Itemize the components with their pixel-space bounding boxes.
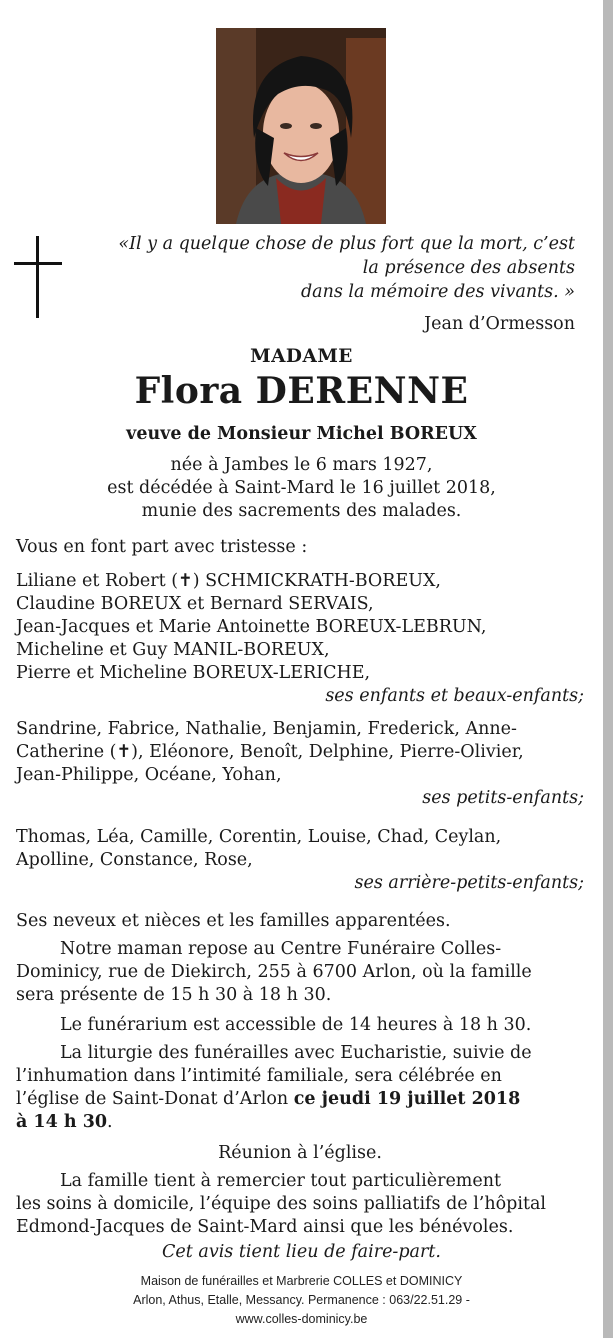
footer-locations: Arlon, Athus, Etalle, Messancy. Permanence : 063/22.51.29 -: [133, 1293, 470, 1307]
sacraments-line: munie des sacrements des malades.: [141, 501, 462, 521]
great-grandchildren-section: [16, 826, 584, 895]
thanks-line: Edmond-Jacques de Saint-Mard ainsi que les bénévoles.: [16, 1217, 514, 1237]
family-line: Thomas, Léa, Camille, Corentin, Louise, Chad, Ceylan,: [16, 827, 502, 847]
relation-label: ses petits-enfants;: [422, 788, 584, 808]
family-line: Sandrine, Fabrice, Nathalie, Benjamin, Frederick, Anne-: [16, 719, 517, 739]
notice-line: Cet avis tient lieu de faire-part.: [162, 1242, 441, 1262]
relation-label: ses arrière-petits-enfants;: [354, 873, 584, 893]
liturgy-line: La liturgie des funérailles avec Eucharistie, suivie de: [60, 1043, 532, 1063]
reunion-line: Réunion à l’église.: [218, 1143, 382, 1163]
rest-paragraph: [16, 938, 584, 1007]
liturgy-time: à 14 h 30: [16, 1112, 108, 1132]
funerarium-line: Le funérarium est accessible de 14 heures à 18 h 30.: [60, 1015, 532, 1035]
announcement: Vous en font part avec tristesse :: [16, 537, 308, 557]
honorific-title: MADAME: [250, 346, 353, 367]
latin-cross-icon: [14, 236, 64, 322]
liturgy-line: [16, 1111, 584, 1134]
family-line: Liliane et Robert (✝) SCHMICKRATH-BOREUX,: [16, 571, 441, 591]
liturgy-place: l’église de Saint-Donat d’Arlon: [16, 1089, 294, 1109]
epigraph-quote: [105, 232, 575, 304]
quote-line: la présence des absents: [362, 258, 575, 278]
death-line: est décédée à Saint-Mard le 16 juillet 2018,: [107, 478, 496, 498]
liturgy-line: [16, 1088, 584, 1111]
footer-company: Maison de funérailles et Marbrerie COLLES et DOMINICY: [140, 1274, 463, 1288]
rest-line: sera présente de 15 h 30 à 18 h 30.: [16, 985, 332, 1005]
thanks-paragraph: [16, 1170, 584, 1239]
thanks-line: les soins à domicile, l’équipe des soins palliatifs de l’hôpital: [16, 1194, 547, 1214]
liturgy-date: ce jeudi 19 juillet 2018: [293, 1089, 521, 1109]
deceased-name: Flora DERENNE: [134, 370, 469, 412]
liturgy-paragraph: [16, 1042, 584, 1134]
rest-line: Notre maman repose au Centre Funéraire Colles-: [60, 939, 502, 959]
family-line: Claudine BOREUX et Bernard SERVAIS,: [16, 594, 374, 614]
birth-death-info: [0, 454, 603, 523]
family-line: Jean-Jacques et Marie Antoinette BOREUX-LEBRUN,: [16, 617, 487, 637]
grandchildren-section: [16, 718, 584, 810]
thanks-line: La famille tient à remercier tout particulièrement: [60, 1171, 502, 1191]
portrait-photo: [216, 28, 386, 224]
quote-line: «Il y a quelque chose de plus fort que la mort, c’est: [118, 234, 575, 254]
family-line: Pierre et Micheline BOREUX-LERICHE,: [16, 663, 371, 683]
relation-label: ses enfants et beaux-enfants;: [325, 686, 584, 706]
quote-author: Jean d’Ormesson: [424, 314, 575, 334]
footer-website: www.colles-dominicy.be: [235, 1312, 368, 1326]
family-line: Micheline et Guy MANIL-BOREUX,: [16, 640, 330, 660]
family-line: Jean-Philippe, Océane, Yohan,: [16, 765, 282, 785]
funeral-home-footer: [0, 1272, 603, 1329]
liturgy-line: l’inhumation dans l’intimité familiale, sera célébrée en: [16, 1066, 502, 1086]
quote-line: dans la mémoire des vivants. »: [300, 282, 575, 302]
family-line: Apolline, Constance, Rose,: [16, 850, 253, 870]
family-line: Catherine (✝), Eléonore, Benoît, Delphine, Pierre-Olivier,: [16, 742, 524, 762]
birth-line: née à Jambes le 6 mars 1927,: [170, 455, 433, 475]
relatives-line: Ses neveux et nièces et les familles apparentées.: [16, 911, 451, 931]
liturgy-end: .: [107, 1112, 113, 1132]
widow-of-line: veuve de Monsieur Michel BOREUX: [126, 424, 477, 444]
children-section: [16, 570, 584, 708]
rest-line: Dominicy, rue de Diekirch, 255 à 6700 Arlon, où la famille: [16, 962, 532, 982]
portrait-image: [216, 28, 386, 224]
